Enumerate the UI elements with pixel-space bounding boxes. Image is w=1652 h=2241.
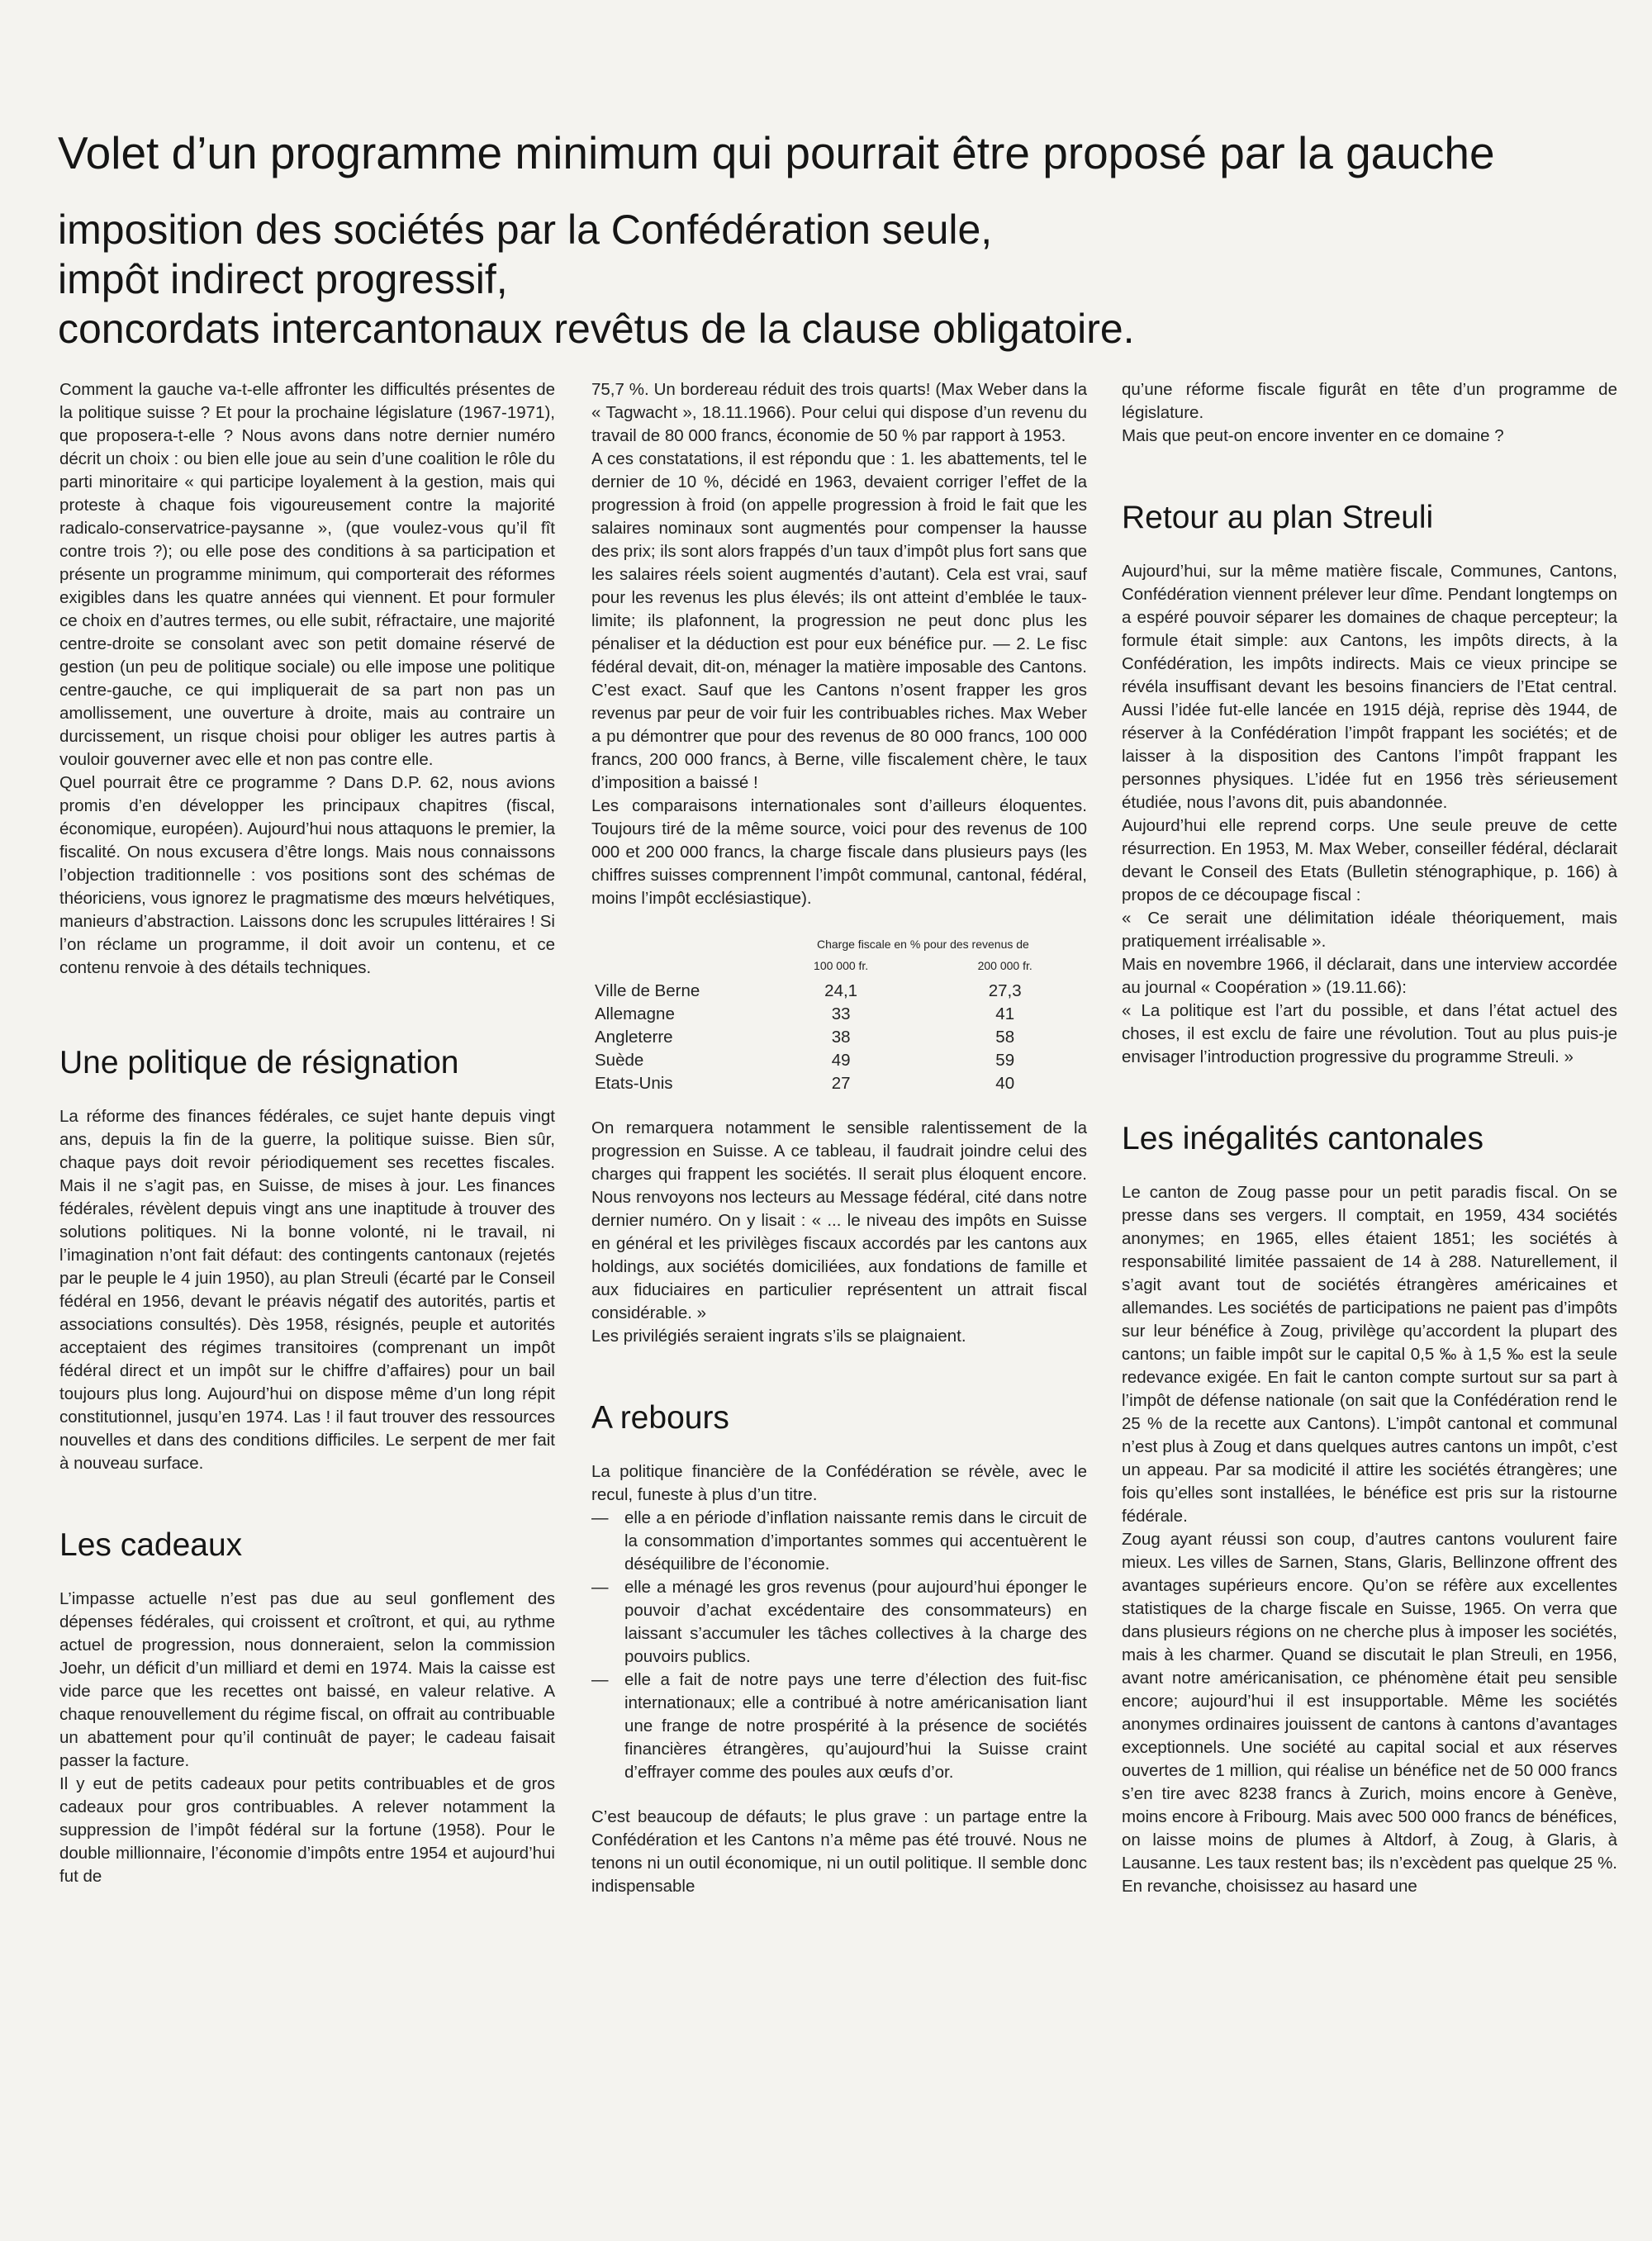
section-heading-resignation: Une politique de résignation — [59, 1045, 459, 1080]
tax-comparison-table — [591, 937, 1087, 1095]
paragraph: Zoug ayant réussi son coup, d’autres cantons voulurent faire mieux. Les villes de Sarnen, Stans, Glaris, Bellinzone offrent des avantages supérieurs encore. Qu’on se réfère aux excellentes statistiques de la charge fiscale en Suisse, 1965. On verra que dans plusieurs régions on ne cherche plus à imposer les sociétés, mais à les charmer. Quand se discutait le plan Streuli, en 1956, avant notre américanisation, ce phénomène était peu sensible encore; aujourd’hui il est insupportable. Même les sociétés anonymes ordinaires jouissent de cantons à cantons d’avantages exceptionnels. Une société au capital social et aux réserves ouvertes de 1 million, qui réalise un bénéfice net de 50 000 francs s’en tire avec 8238 francs à Zurich, moins encore à Genève, moins encore à Fribourg. Mais avec 500 000 francs de bénéfices, on laisse moins de plumes à Altdorf, à Zoug, à Glaris, à Lausanne. Les taux restent bas; ils n’excèdent pas quelque 25 %. En revanche, choisissez au hasard une — [1122, 1530, 1617, 1896]
table-cell-value: 40 — [995, 1074, 1015, 1093]
table-cell-value: 24,1 — [824, 981, 858, 1000]
table-col-header: 100 000 fr. — [814, 959, 869, 972]
paragraph: L’impasse actuelle n’est pas due au seul gonflement des dépenses fédérales, qui croissent et croîtront, et qui, au rythme actuel de progression, nous donneraient, selon la commission Joehr, un déficit d’un milliard et demi en 1974. Mais la caisse est vide parce que les recettes ont baissé, en valeur relative. A chaque renouvellement du régime fiscal, on offrait au contribuable un abattement pour qu’il continuât de payer; le cadeau faisait passer la facture. — [59, 1589, 555, 1770]
list-item: — elle a ménagé les gros revenus (pour aujourd’hui éponger le pouvoir d’achat excédentaire des consommateurs) en laissant s’accumuler les tâches collectives à la charge des pouvoirs publics. — [591, 1576, 1087, 1669]
paragraph: Mais que peut-on encore inventer en ce domaine ? — [1122, 426, 1504, 445]
paragraph: Aujourd’hui elle reprend corps. Une seule preuve de cette résurrection. En 1953, M. Max Weber, conseiller fédéral, déclarait devant le Conseil des Etats (Bulletin sténographique, p. 166) à propos de ce découpage fiscal : — [1122, 816, 1617, 904]
table-cell-country: Allemagne — [595, 1004, 675, 1023]
subhead — [58, 205, 1135, 354]
table-corner — [591, 958, 759, 980]
table-row — [591, 1026, 1087, 1049]
paragraph: Le canton de Zoug passe pour un petit paradis fiscal. On se presse dans ses vergers. Il comptait, en 1959, 434 sociétés anonymes; en 1965, elles étaient 1851; les sociétés à responsabilité limitée passaient de 14 à 288. Naturellement, il s’agit avant tout de sociétés étrangères américaines et allemandes. Les sociétés de participations ne paient pas d’impôts sur leur bénéfice à Zoug, privilège qu’accordent la plupart des cantons; un faible impôt sur le capital 0,5 ‰ à 1,5 ‰ est la seule redevance exigée. En fait le canton compte surtout sur sa part à l’impôt de défense nationale (on sait que la Confédération rend le 25 % de la recette aux Cantons). L’impôt cantonal et communal n’est plus à Zoug et dans quelques autres cantons un impôt, c’est un appeau. Par sa modicité il attire les sociétés étrangères; une fois qu’elles sont installées, le bénéfice est pris sur la ristourne fédérale. — [1122, 1183, 1617, 1526]
table-header-title — [759, 937, 1087, 958]
paragraph: Quel pourrait être ce programme ? Dans D.P. 62, nous avions promis d’en développer les principaux chapitres (fiscal, économique, européen). Aujourd’hui nous attaquons le premier, la fiscalité. On nous excusera d’être longs. Mais nous connaissons l’objection traditionnelle : vos positions sont des schémas de théoriciens, vous ignorez le pragmatisme des mœurs helvétiques, manieurs d’abstraction. Laissons donc les scrupules littéraires ! Si l’on réclame un programme, il doit avoir un contenu, et ce contenu renvoie à des détails techniques. — [59, 773, 555, 977]
paragraph: A ces constatations, il est répondu que : 1. les abattements, tel le dernier de 10 %, décidé en 1963, devaient corriger l’effet de la progression à froid (on appelle progression à froid le fait que les salaires nominaux sont augmentés pour compenser la hausse des prix; ils sont alors frappés d’un taux d’impôt plus fort sans que les salaires réels soient augmentés d’autant). Cela est vrai, sauf pour les revenus les plus élevés; ils ont atteint d’emblée le taux-limite; ils plafonnent, la progression ne peut donc plus les pénaliser et la déduction est pour eux bénéfice pur. — 2. Le fisc fédéral devait, dit-on, ménager la matière imposable des Cantons. C’est exact. Sauf que les Cantons n’osent frapper les gros revenus par peur de voir fuir les contribuables riches. Max Weber a pu démontrer que pour des revenus de 80 000 francs, 100 000 francs, 200 000 francs, à Berne, ville fiscalement chère, le taux d’imposition a baissé ! — [591, 449, 1087, 792]
list-item: — elle a en période d’inflation naissante remis dans le circuit de la consommation d’importantes sommes qui accentuèrent le déséquilibre de l’économie. — [591, 1507, 1087, 1576]
table-cell-value: 49 — [831, 1051, 851, 1070]
section-heading-rebours: A rebours — [591, 1400, 729, 1436]
table-header-row — [591, 937, 1087, 958]
column-right — [1122, 378, 1617, 1898]
subhead-line: impôt indirect progressif, — [58, 256, 508, 302]
paragraph: Les comparaisons internationales sont d’ailleurs éloquentes. Toujours tiré de la même source, voici pour des revenus de 100 000 et 200 000 francs, la charge fiscale dans plusieurs pays (les chiffres suisses comprennent l’impôt communal, cantonal, fédéral, moins l’impôt ecclésiastique). — [591, 796, 1087, 908]
paragraph: 75,7 %. Un bordereau réduit des trois quarts! (Max Weber dans la « Tagwacht », 18.11.1966). Pour celui qui dispose d’un revenu du travail de 80 000 francs, économie de 50 % par rapport à 1953. — [591, 380, 1087, 445]
table-cell-value: 33 — [831, 1004, 851, 1023]
paragraph: La réforme des finances fédérales, ce sujet hante depuis vingt ans, depuis la fin de la guerre, la politique suisse. Bien sûr, chaque pays doit revoir périodiquement ses recettes fiscales. Mais il ne s’agit pas, en Suisse, de mises à jour. Les finances fédérales, révèlent depuis vingt ans une inaptitude à trouver des solutions politiques. Ni la bonne volonté, ni le travail, ni l’imagination n’ont fait défaut: des contingents cantonaux (rejetés par le peuple le 4 juin 1950), au plan Streuli (écarté par le Conseil fédéral en 1956, devant le préavis négatif des autorités, partis et associations consultés). Dès 1958, résignés, peuple et autorités acceptaient des régimes transitoires (comprenant un impôt fédéral direct et un impôt sur le chiffre d’affaires) pour un bail toujours plus long. Aujourd’hui on dispose même d’un long répit constitutionnel, jusqu’en 1974. Las ! il faut trouver des ressources nouvelles et dans des conditions difficiles. Le serpent de mer fait à nouveau surface. — [59, 1107, 555, 1473]
table-cell-country: Angleterre — [595, 1028, 673, 1047]
table-header-label: Charge fiscale en % pour des revenus de — [817, 938, 1029, 951]
table-cell-country: Suède — [595, 1051, 644, 1070]
quote: « Ce serait une délimitation idéale théoriquement, mais pratiquement irréalisable ». — [1122, 909, 1617, 951]
table-cell-value: 59 — [995, 1051, 1015, 1070]
table-cell-value: 27,3 — [988, 981, 1022, 1000]
headline: Volet d’un programme minimum qui pourrait être proposé par la gauche — [58, 127, 1495, 178]
paragraph: On remarquera notamment le sensible ralentissement de la progression en Suisse. A ce tableau, il faudrait joindre celui des charges qui frappent les sociétés. Il serait plus éloquent encore. Nous renvoyons nos lecteurs au Message fédéral, cité dans notre dernier numéro. On y lisait : « ... le niveau des impôts en Suisse en général et les privilèges fiscaux accordés par les cantons aux holdings, aux sociétés domiciliées, aux fondations de famille et aux fiduciaires en particulier représentent un attrait fiscal considérable. » — [591, 1118, 1087, 1322]
paragraph: Il y eut de petits cadeaux pour petits contribuables et de gros cadeaux pour gros contribuables. A relever notamment la suppression de l’impôt fédéral sur la fortune (1958). Pour le double millionnaire, l’économie d’impôts entre 1954 et aujourd’hui fut de — [59, 1774, 555, 1886]
table-row — [591, 1049, 1087, 1072]
quote: « La politique est l’art du possible, et dans l’état actuel des choses, il est exclu de faire une révolution. Tout au plus puis-je envisager l’introduction progressive du programme Streuli. » — [1122, 1001, 1617, 1066]
table-cell-value: 41 — [995, 1004, 1015, 1023]
table-cell-value: 58 — [995, 1028, 1015, 1047]
table-row — [591, 1072, 1087, 1095]
column-left — [59, 378, 555, 1888]
table-row — [591, 1003, 1087, 1026]
section-heading-inegalites: Les inégalités cantonales — [1122, 1121, 1483, 1156]
table-cell-country: Etats-Unis — [595, 1074, 673, 1093]
bullet-list — [591, 1507, 1087, 1784]
column-middle — [591, 378, 1087, 1898]
table-cell-value: 27 — [831, 1074, 851, 1093]
table-row — [591, 980, 1087, 1003]
subhead-line: imposition des sociétés par la Confédération seule, — [58, 207, 993, 253]
paragraph: La politique financière de la Confédération se révèle, avec le recul, funeste à plus d’un titre. — [591, 1462, 1087, 1504]
section-heading-streuli: Retour au plan Streuli — [1122, 500, 1434, 535]
paragraph: Les privilégiés seraient ingrats s’ils se plaignaient. — [591, 1327, 966, 1346]
paragraph: Aujourd’hui, sur la même matière fiscale, Communes, Cantons, Confédération viennent prélever leur dîme. Pendant longtemps on a espéré pouvoir séparer les domaines de chaque percepteur; la formule était simple: aux Cantons, les impôts directs, à la Confédération, les impôts indirects. Mais ce vieux principe se révéla insuffisant devant les besoins financiers de l’Etat central. Aussi l’idée fut-elle lancée en 1915 déjà, reprise dès 1944, de réserver à la Confédération l’impôt frappant les sociétés; et de laisser à la disposition des Cantons l’impôt frappant les personnes physiques. L’idée fut en 1956 très sérieusement étudiée, nous l’avons dit, puis abandonnée. — [1122, 562, 1617, 812]
subhead-line: concordats intercantonaux revêtus de la clause obligatoire. — [58, 306, 1135, 352]
table-header-row — [591, 958, 1087, 980]
paragraph: qu’une réforme fiscale figurât en tête d’un programme de législature. — [1122, 380, 1617, 422]
paragraph: C’est beaucoup de défauts; le plus grave : un partage entre la Confédération et les Cantons n’a même pas été trouvé. Nous ne tenons ni un outil économique, ni un outil politique. Il semble donc indispensable — [591, 1807, 1087, 1896]
table-cell-country: Ville de Berne — [595, 981, 700, 1000]
table-cell-value: 38 — [831, 1028, 851, 1047]
table-corner — [591, 937, 759, 958]
paragraph: Mais en novembre 1966, il déclarait, dans une interview accordée au journal « Coopération » (19.11.66): — [1122, 955, 1617, 997]
paragraph: Comment la gauche va-t-elle affronter les difficultés présentes de la politique suisse ? Et pour la prochaine législature (1967-1971), que proposera-t-elle ? Nous avons dans notre dernier numéro décrit un choix : ou bien elle joue au sein d’une coalition le rôle du parti minoritaire « qui participe loyalement à la gestion, mais qui proteste à chaque fois vigoureusement contre la majorité radicalo-conservatrice-paysanne », (que voulez-vous qu’il fît contre trois ?); ou elle pose des conditions à sa participation et présente un programme minimum, qui comporterait des réformes exigibles dans les quatre années qui viennent. Et pour formuler ce choix en d’autres termes, ou elle subit, réfractaire, une majorité centre-droite se consolant avec son petit domaine réservé de gestion (un peu de politique sociale) ou elle impose une politique centre-gauche, ce qui impliquerait de sa part non pas un amollissement, une ouverture à droite, mais au contraire un durcissement, un risque choisi pour obliger les autres partis à vouloir gouverner avec elle et non pas contre elle. — [59, 380, 555, 769]
section-heading-cadeaux: Les cadeaux — [59, 1527, 243, 1563]
list-item: — elle a fait de notre pays une terre d’élection des fuit-fisc internationaux; elle a contribué à notre américanisation liant une frange de notre prospérité à la présence de sociétés financières étrangères, qu’aujourd’hui la Suisse craint d’effrayer comme des poules aux œufs d’or. — [591, 1669, 1087, 1784]
table-col-header: 200 000 fr. — [977, 959, 1032, 972]
